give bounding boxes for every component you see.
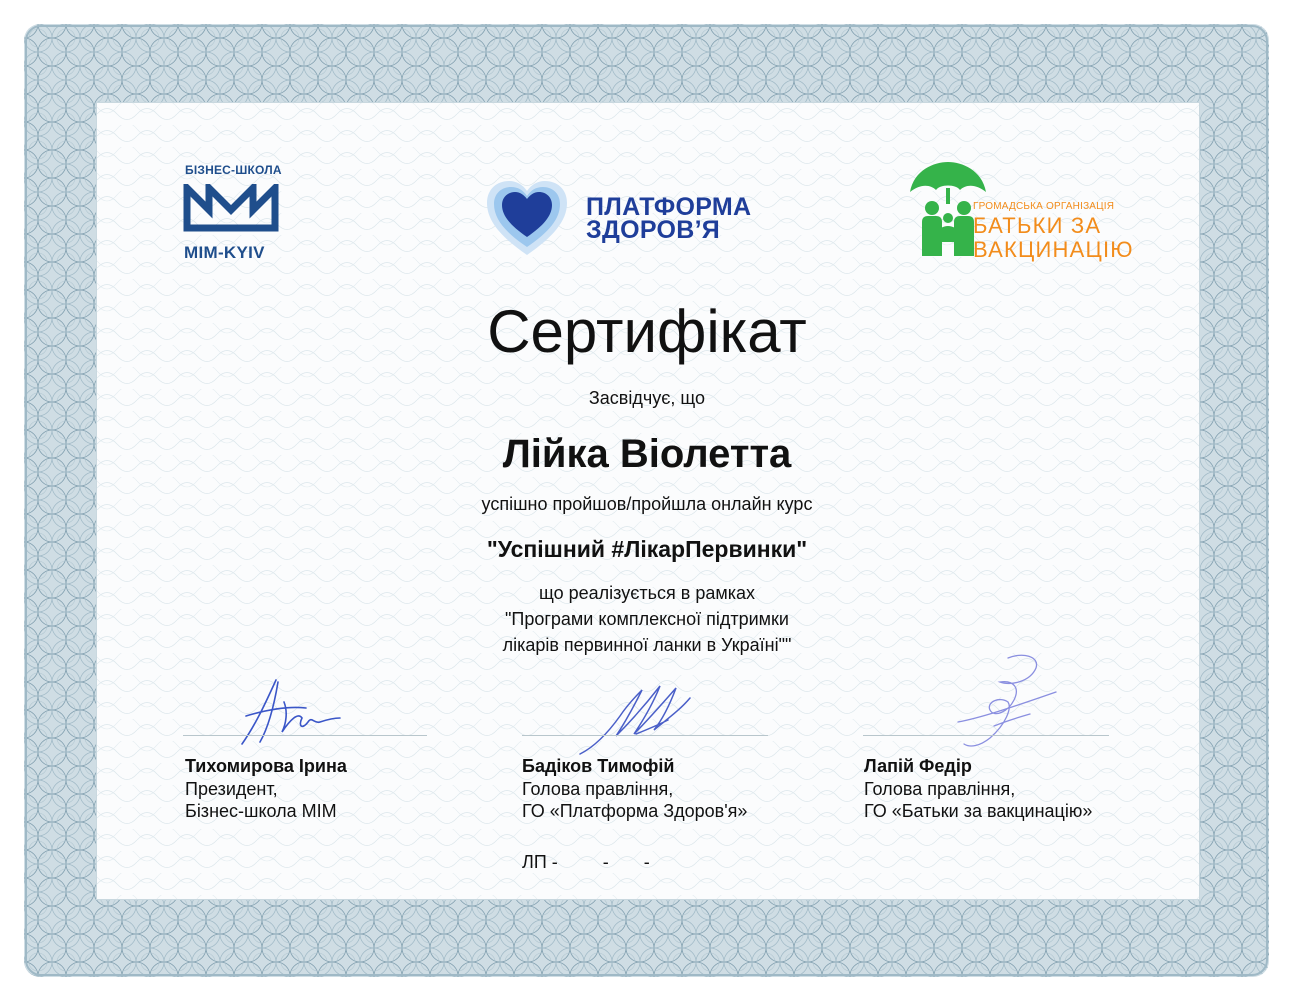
license-number: ЛП - - - — [522, 852, 650, 872]
program-line: "Програми комплексної підтримки — [505, 609, 789, 629]
signature-line — [522, 735, 768, 736]
certificate-title: Сертифікат — [487, 298, 807, 365]
signatory-role-line: ГО «Батьки за вакцинацію» — [864, 801, 1093, 821]
signature-image — [950, 652, 1062, 752]
mim-logo-caption-bottom: MIM-KYIV — [184, 243, 265, 262]
signatory-role — [522, 778, 747, 822]
signatory-name: Лапій Федір — [864, 756, 972, 776]
signatory-role-line: Бізнес-школа МІМ — [185, 801, 337, 821]
signatory-role-line: Голова правління, — [864, 779, 1016, 799]
recipient-name: Лійка Віолетта — [502, 432, 792, 476]
signatory-role-line: Голова правління, — [522, 779, 674, 799]
signatory-name: Тихомирова Ірина — [185, 756, 347, 776]
batky-logo-line1: БАТЬКИ ЗА — [973, 213, 1102, 238]
program-text — [0, 580, 1294, 658]
signatory-role — [864, 778, 1092, 822]
platforma-logo-text — [586, 193, 752, 244]
signatory-role-line: Президент, — [185, 779, 278, 799]
batky-logo-line2: ВАКЦИНАЦІЮ — [973, 237, 1134, 262]
platforma-logo-line2: ЗДОРОВ’Я — [586, 216, 721, 244]
platforma-logo-line1: ПЛАТФОРМА — [586, 193, 752, 221]
batky-logo-caption: ГРОМАДСЬКА ОРГАНІЗАЦІЯ — [973, 201, 1115, 212]
mim-logo-caption-top: БІЗНЕС-ШКОЛА — [185, 163, 282, 177]
signatory-role-line: ГО «Платформа Здоров'я» — [522, 801, 748, 821]
signatory-role — [185, 778, 337, 822]
completed-text: успішно пройшов/пройшла онлайн курс — [481, 494, 813, 514]
signature-line — [863, 735, 1109, 736]
mim-logo-icon — [183, 184, 279, 234]
program-line: лікарів первинної ланки в Україні"" — [502, 635, 792, 655]
signatory-name: Бадіков Тимофій — [522, 756, 675, 776]
course-title: "Успішний #ЛікарПервинки" — [486, 536, 808, 562]
signature-line — [183, 735, 427, 736]
program-line: що реалізується в рамках — [539, 583, 755, 603]
signature-image — [576, 676, 696, 758]
signature-image — [236, 672, 346, 750]
heart-icon — [487, 179, 567, 257]
batky-logo-text — [973, 214, 1134, 262]
certifies-text: Засвідчує, що — [588, 388, 706, 408]
